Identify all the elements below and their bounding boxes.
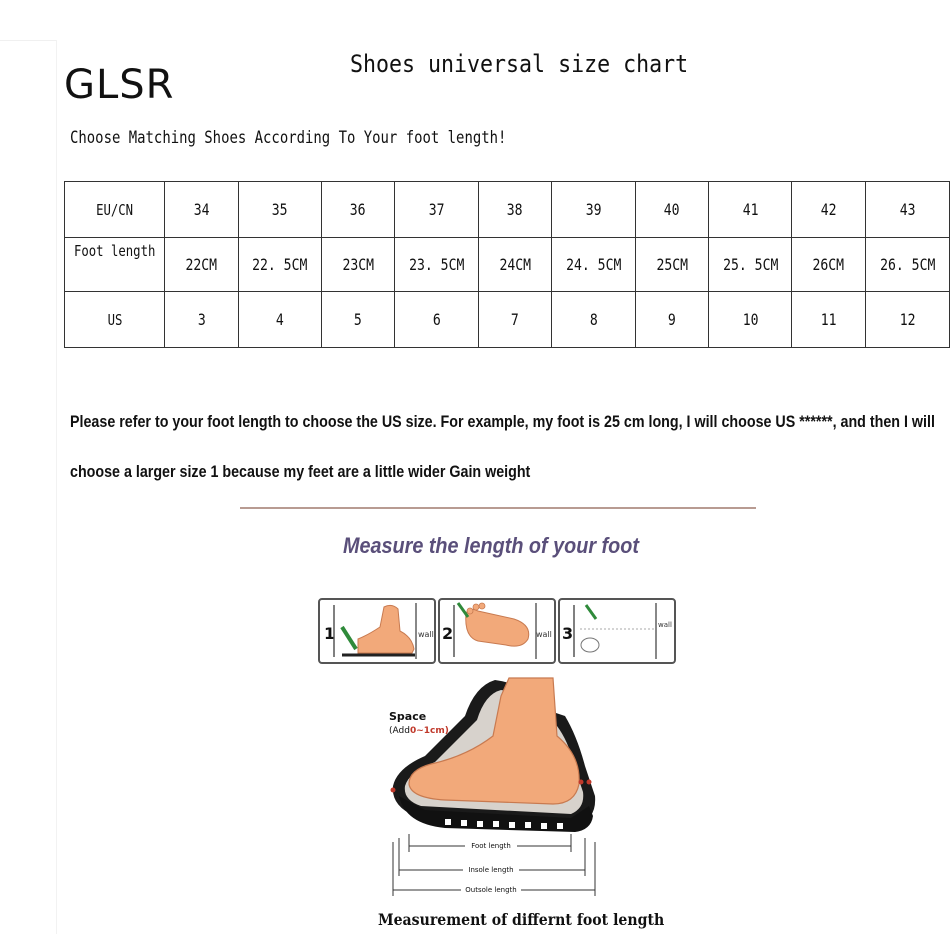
step-1-panel (319, 599, 435, 663)
table-cell: 11 (792, 292, 865, 348)
step-3-wall-label: wall (658, 621, 672, 629)
row-header: EU/CN (65, 182, 165, 238)
table-cell: 6 (395, 292, 479, 348)
step-2-number: 2 (442, 624, 454, 643)
step-2-panel (439, 599, 555, 663)
measure-title: Measure the length of your foot (343, 533, 639, 558)
table-cell: 22CM (165, 238, 238, 292)
table-row (65, 292, 950, 348)
table-cell: 26CM (792, 238, 865, 292)
table-cell: 23CM (321, 238, 394, 292)
size-note-line-1: Please refer to your foot length to choose the US size. For example, my foot is 25 cm long, I will choose US ******, and then I will (70, 412, 935, 431)
top-bar (0, 0, 950, 41)
table-cell: 25CM (635, 238, 708, 292)
table-cell: 4 (238, 292, 321, 348)
row-header: Foot length (65, 238, 165, 292)
row-header: US (65, 292, 165, 348)
table-cell: 36 (321, 182, 394, 238)
step-2-wall-label: wall (536, 630, 552, 639)
table-cell: 22. 5CM (238, 238, 321, 292)
table-cell: 12 (865, 292, 949, 348)
brand-logo: GLSR (64, 62, 175, 108)
table-cell: 37 (395, 182, 479, 238)
table-row (65, 182, 950, 238)
space-label: Space (389, 710, 427, 723)
table-cell: 3 (165, 292, 238, 348)
table-cell: 40 (635, 182, 708, 238)
table-cell: 25. 5CM (709, 238, 792, 292)
table-cell: 8 (551, 292, 635, 348)
subtitle: Choose Matching Shoes According To Your foot length! (70, 128, 507, 148)
step-1-wall-label: wall (418, 630, 434, 639)
table-cell: 9 (635, 292, 708, 348)
table-cell: 38 (479, 182, 551, 238)
table-cell: 35 (238, 182, 321, 238)
step-1-number: 1 (324, 624, 336, 643)
divider (240, 507, 756, 509)
table-cell: 39 (551, 182, 635, 238)
step-3-panel (559, 599, 675, 663)
table-cell: 23. 5CM (395, 238, 479, 292)
size-note-line-2: choose a larger size 1 because my feet are a little wider Gain weight (70, 462, 531, 481)
foot-length-label: Foot length (471, 842, 511, 850)
size-chart-table (64, 181, 950, 348)
illustration-caption: Measurement of differnt foot length (378, 910, 665, 929)
step-3-number: 3 (562, 624, 574, 643)
foot-in-shoe-illustration (385, 676, 605, 902)
table-cell: 26. 5CM (865, 238, 949, 292)
table-cell: 34 (165, 182, 238, 238)
table-cell: 43 (865, 182, 949, 238)
table-cell: 7 (479, 292, 551, 348)
page-title: Shoes universal size chart (350, 50, 689, 78)
space-sub-label: (Add0~1cm) (389, 726, 449, 736)
insole-length-label: Insole length (468, 866, 514, 874)
table-cell: 24CM (479, 238, 551, 292)
table-cell: 5 (321, 292, 394, 348)
outsole-length-label: Outsole length (465, 886, 517, 894)
measurement-steps-illustration (318, 597, 678, 667)
table-cell: 24. 5CM (551, 238, 635, 292)
table-cell: 41 (709, 182, 792, 238)
table-row (65, 238, 950, 292)
table-cell: 10 (709, 292, 792, 348)
table-cell: 42 (792, 182, 865, 238)
